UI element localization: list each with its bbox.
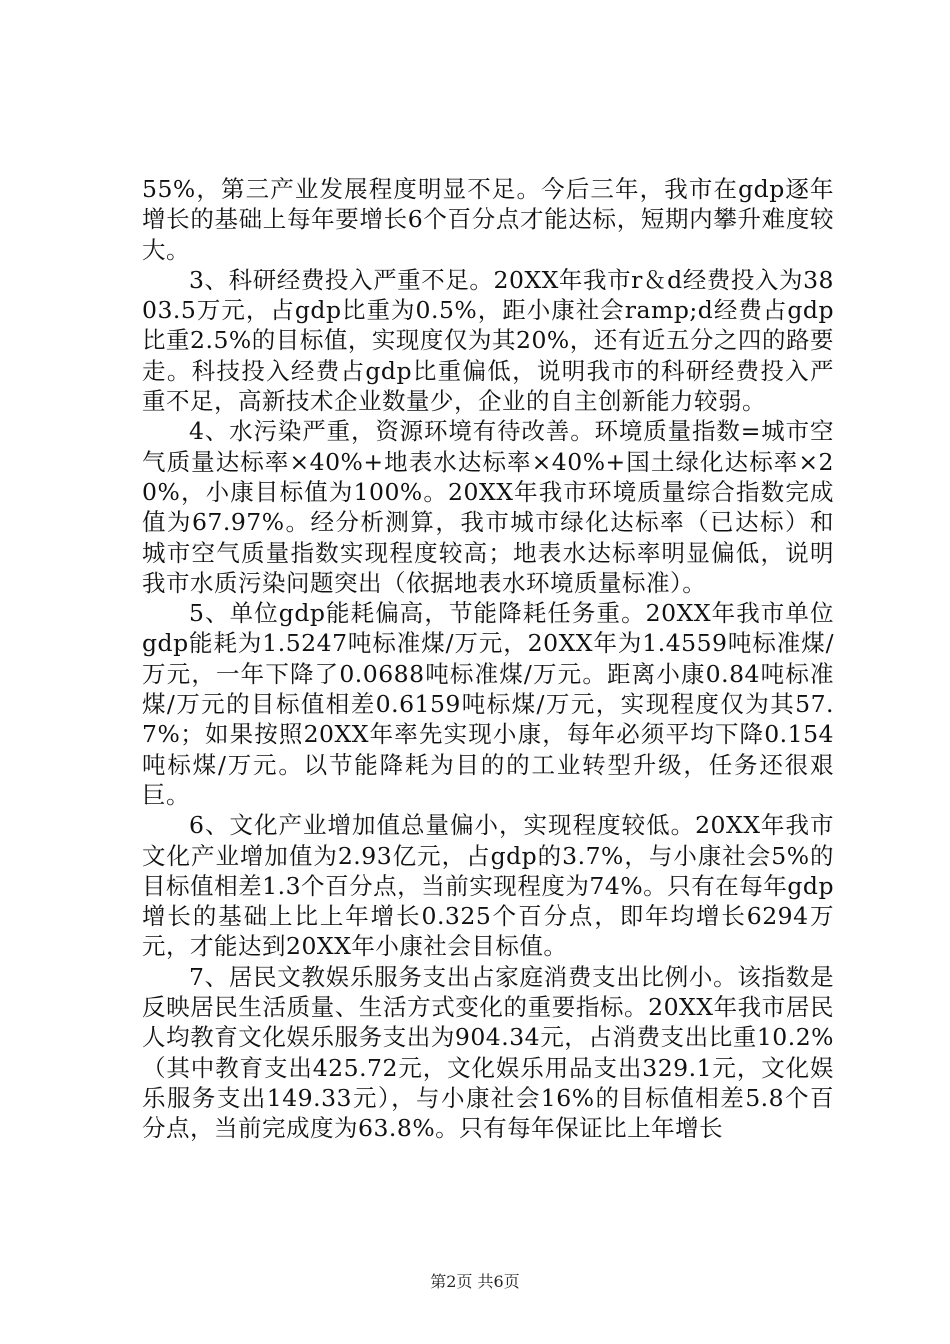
paragraph-continuation: 55%，第三产业发展程度明显不足。今后三年，我市在gdp逐年增长的基础上每年要增长6个百分点才能达标，短期内攀升难度较大。 <box>142 175 834 264</box>
paragraph-energy-consumption: 5、单位gdp能耗偏高，节能降耗任务重。20XX年我市单位gdp能耗为1.5247吨标准煤/万元，20XX年为1.4559吨标准煤/万元，一年下降了0.0688吨标准煤/万元。距离小康0.84吨标准煤/万元的目标值相差0.6159吨标煤/万元，实现程度仅为其57.7%；如果按照20XX年率先实现小康，每年必须平均下降0.154吨标煤/万元。以节能降耗为目的的工业转型升级，任务还很艰巨。 <box>142 599 834 809</box>
paragraph-water-pollution: 4、水污染严重，资源环境有待改善。环境质量指数=城市空气质量达标率×40%+地表水达标率×40%+国土绿化达标率×20%，小康目标值为100%。20XX年我市环境质量综合指数完成值为67.97%。经分析测算，我市城市绿化达标率（已达标）和城市空气质量指数实现程度较高；地表水达标率明显偏低，说明我市水质污染问题突出（依据地表水环境质量标准）。 <box>142 417 834 597</box>
page-number-footer: 第2页 共6页 <box>430 1272 520 1291</box>
paragraph-resident-spending: 7、居民文教娱乐服务支出占家庭消费支出比例小。该指数是反映居民生活质量、生活方式变化的重要指标。20XX年我市居民人均教育文化娱乐服务支出为904.34元，占消费支出比重10.2%（其中教育支出425.72元，文化娱乐用品支出329.1元，文化娱乐服务支出149.33元），与小康社会16%的目标值相差5.8个百分点，当前完成度为63.8%。只有每年保证比上年增长 <box>142 962 834 1143</box>
document-body <box>142 174 834 1144</box>
paragraph-research-funding: 3、科研经费投入严重不足。20XX年我市r＆d经费投入为3803.5万元，占gdp比重为0.5%，距小康社会ramp;d经费占gdp比重2.5%的目标值，实现度仅为其20%，还有近五分之四的路要走。科技投入经费占gdp比重偏低，说明我市的科研经费投入严重不足，高新技术企业数量少，企业的自主创新能力较弱。 <box>142 265 834 416</box>
paragraph-cultural-industry: 6、文化产业增加值总量偏小，实现程度较低。20XX年我市文化产业增加值为2.93亿元，占gdp的3.7%，与小康社会5%的目标值相差1.3个百分点，当前实现程度为74%。只有在每年gdp增长的基础上比上年增长0.325个百分点，即年均增长6294万元，才能达到20XX年小康社会目标值。 <box>142 811 834 961</box>
